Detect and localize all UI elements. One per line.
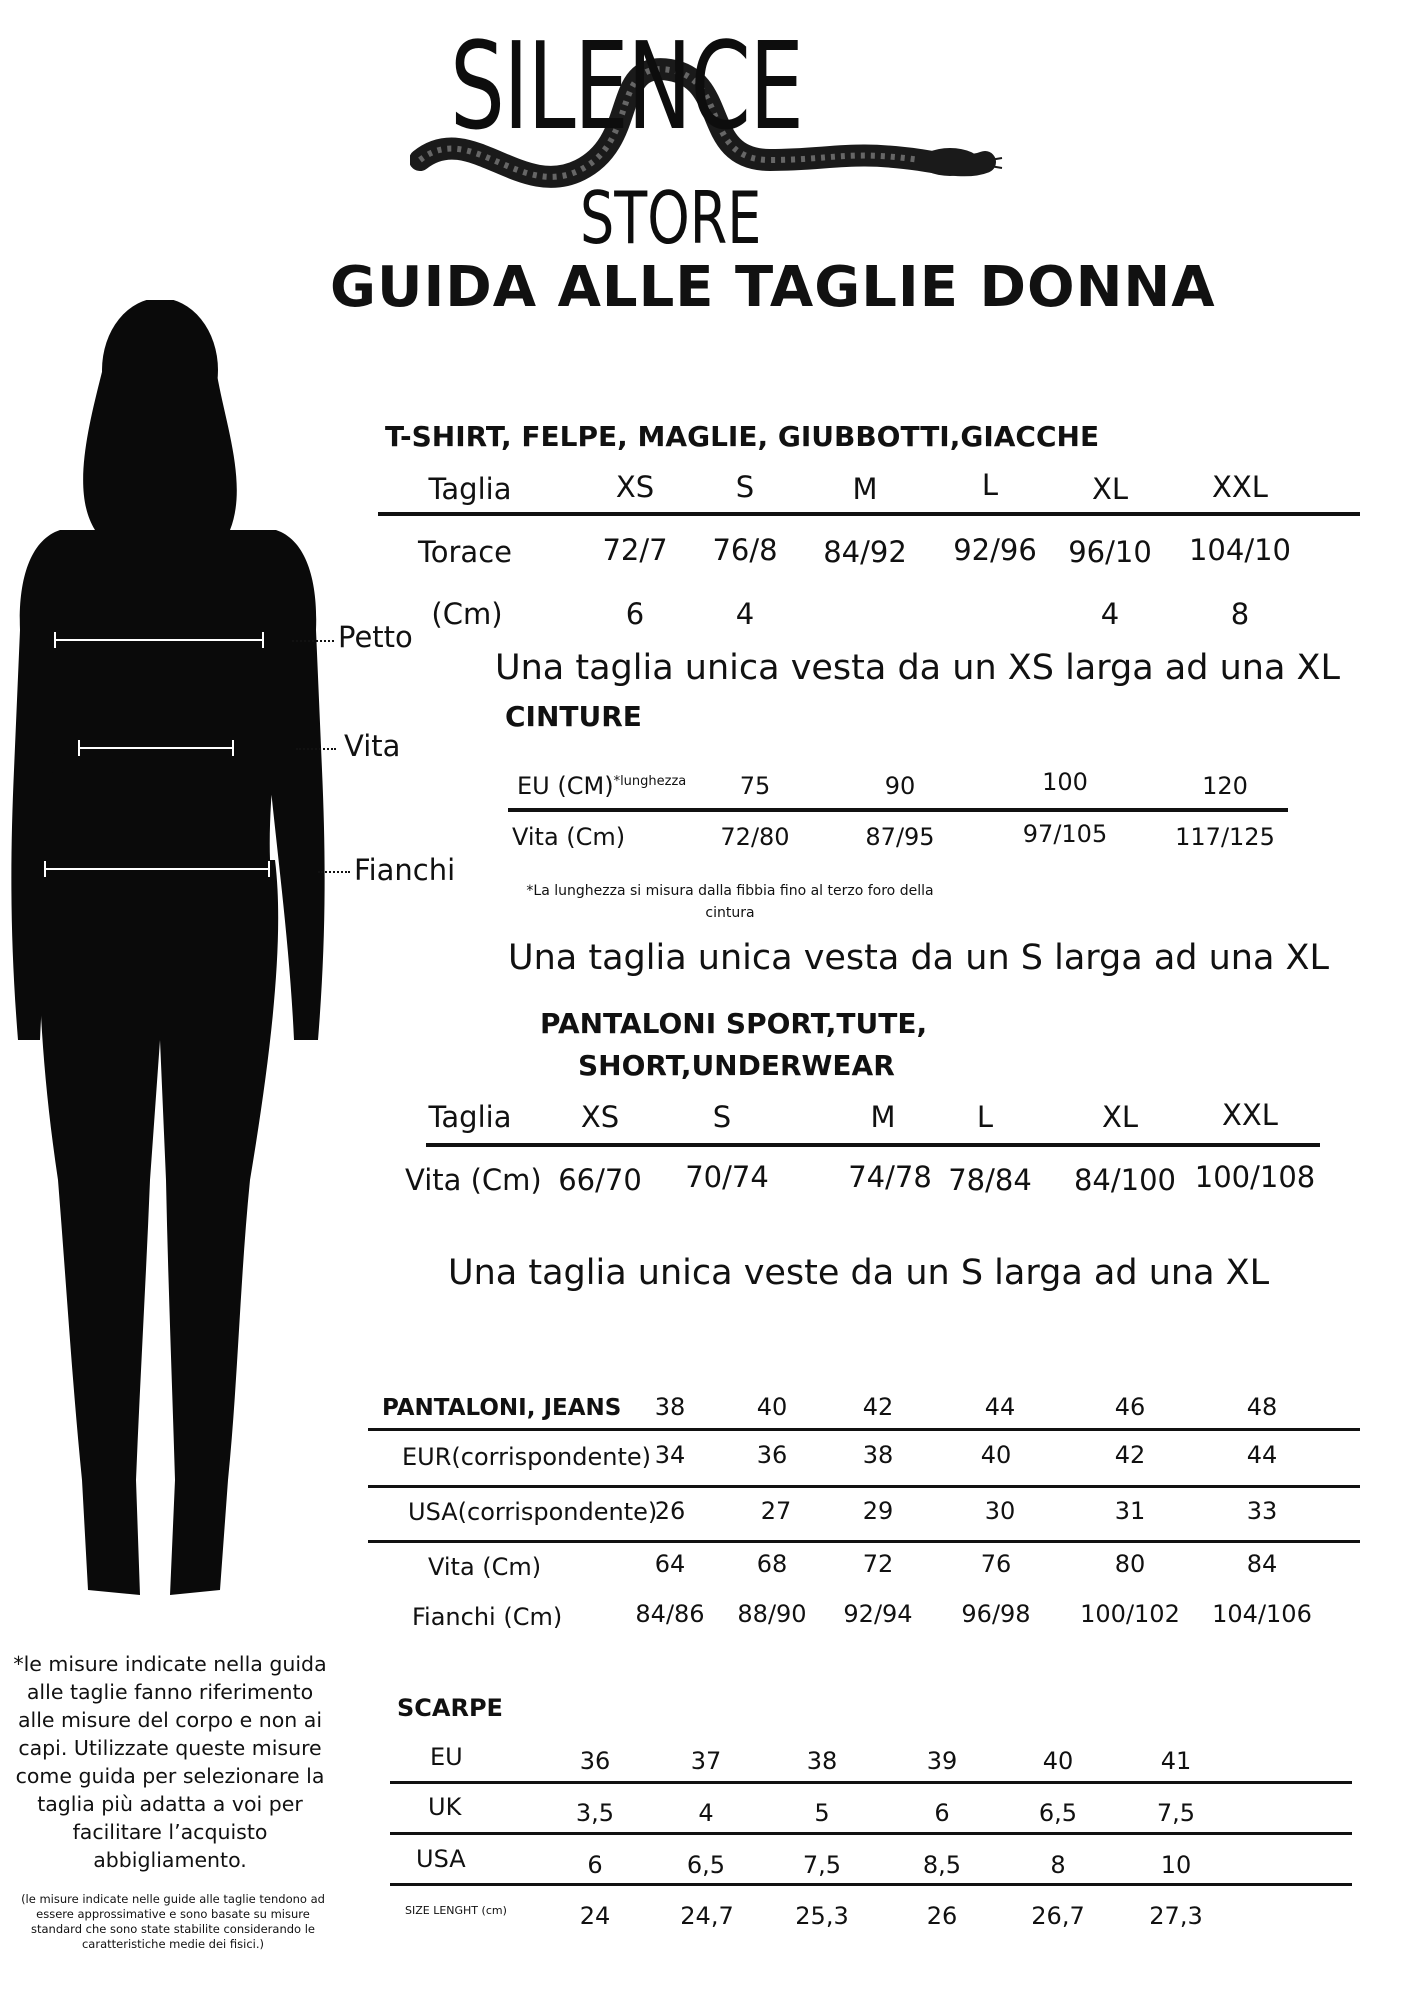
belts-header-label-text: EU (CM) bbox=[517, 772, 614, 800]
shoes-cell: 3,5 bbox=[575, 1799, 615, 1827]
belts-cell: 87/95 bbox=[865, 823, 935, 851]
belts-footnote-line2: cintura bbox=[705, 905, 755, 921]
sport-note: Una taglia unica veste da un S larga ad una XL bbox=[448, 1253, 1270, 1293]
jeans-cell: 96/98 bbox=[961, 1600, 1031, 1628]
shoes-cell: 7,5 bbox=[802, 1851, 842, 1879]
jeans-cell: 42 bbox=[1114, 1441, 1146, 1469]
belts-row-label: Vita (Cm) bbox=[512, 823, 626, 851]
petto-pointer bbox=[292, 640, 334, 642]
sport-row-label: Vita (Cm) bbox=[405, 1163, 542, 1197]
disclaimer-small: (le misure indicate nelle guide alle taglie tendono ad essere approssimative e sono basate su misure standard che sono state stabilite considerando le caratteristiche medie dei fisici.) bbox=[21, 1892, 325, 1951]
belts-cell: 117/125 bbox=[1175, 823, 1275, 851]
shoes-cell: 41 bbox=[1160, 1747, 1192, 1775]
sport-header-cell: Taglia bbox=[428, 1100, 512, 1134]
sport-cell: 84/100 bbox=[1073, 1163, 1177, 1197]
tshirt-row-label: (Cm) bbox=[431, 597, 503, 631]
sport-cell: 70/74 bbox=[685, 1160, 769, 1194]
label-fianchi: Fianchi bbox=[354, 853, 456, 887]
jeans-divider bbox=[368, 1540, 1360, 1543]
shoes-cell: 6 bbox=[934, 1799, 950, 1827]
belts-header-cell: 90 bbox=[884, 772, 916, 800]
sport-divider bbox=[426, 1143, 1320, 1147]
sport-header-cell: S bbox=[712, 1100, 732, 1134]
shoes-cell: 37 bbox=[690, 1747, 722, 1775]
shoes-cell: 36 bbox=[579, 1747, 611, 1775]
jeans-cell: 44 bbox=[1246, 1441, 1278, 1469]
shoes-cell: 24,7 bbox=[680, 1902, 734, 1930]
jeans-cell: 76 bbox=[980, 1550, 1012, 1578]
shoes-row-label: EU bbox=[430, 1743, 463, 1771]
tshirt-cell: 96/10 bbox=[1068, 535, 1152, 569]
brand-logo bbox=[450, 18, 1010, 260]
sport-header-cell: XXL bbox=[1222, 1098, 1278, 1132]
jeans-cell: 100/102 bbox=[1080, 1600, 1180, 1628]
tshirt-row-label: Torace bbox=[417, 535, 512, 569]
jeans-cell: 29 bbox=[862, 1497, 894, 1525]
belts-note: Una taglia unica vesta da un S larga ad una XL bbox=[508, 938, 1330, 978]
jeans-title: PANTALONI, JEANS bbox=[382, 1395, 622, 1421]
tshirt-header-cell: L bbox=[981, 468, 999, 502]
jeans-cell: 80 bbox=[1114, 1550, 1146, 1578]
sport-header-cell: XL bbox=[1101, 1100, 1139, 1134]
shoes-cell: 7,5 bbox=[1156, 1799, 1196, 1827]
tshirt-cell: 6 bbox=[625, 597, 645, 631]
tshirt-cell: 84/92 bbox=[823, 535, 907, 569]
sport-cell: 78/84 bbox=[948, 1163, 1032, 1197]
brand-sub: STORE bbox=[580, 176, 762, 260]
jeans-header-cell: 44 bbox=[984, 1393, 1016, 1421]
jeans-cell: 64 bbox=[654, 1550, 686, 1578]
jeans-row-label: Fianchi (Cm) bbox=[412, 1603, 563, 1631]
jeans-cell: 26 bbox=[654, 1497, 686, 1525]
jeans-divider bbox=[368, 1428, 1360, 1431]
jeans-header-cell: 46 bbox=[1114, 1393, 1146, 1421]
shoes-cell: 38 bbox=[806, 1747, 838, 1775]
jeans-cell: 27 bbox=[760, 1497, 792, 1525]
sport-title-line2: SHORT,UNDERWEAR bbox=[578, 1049, 895, 1082]
shoes-cell: 6,5 bbox=[1038, 1799, 1078, 1827]
shoes-row-label: USA bbox=[416, 1845, 466, 1873]
shoes-cell: 4 bbox=[698, 1799, 714, 1827]
jeans-cell: 88/90 bbox=[737, 1600, 807, 1628]
jeans-cell: 40 bbox=[980, 1441, 1012, 1469]
fianchi-tick-left bbox=[44, 861, 46, 877]
tshirt-header-cell: Taglia bbox=[428, 472, 512, 506]
tshirt-header-cell: XL bbox=[1091, 472, 1129, 506]
belts-footnote-line1: *La lunghezza si misura dalla fibbia fino al terzo foro della bbox=[526, 883, 934, 899]
shoes-cell: 26 bbox=[926, 1902, 958, 1930]
vita-tick-right bbox=[232, 740, 234, 756]
jeans-row-label: Vita (Cm) bbox=[428, 1553, 542, 1581]
brand-name: SILENCE bbox=[450, 18, 803, 157]
jeans-cell: 33 bbox=[1246, 1497, 1278, 1525]
disclaimer: *le misure indicate nella guida alle taglie fanno riferimento alle misure del corpo e non ai capi. Utilizzate queste misure come guida per selezionare la taglia più adatta a voi per facilitare l’acquisto abbigliamento. bbox=[13, 1652, 327, 1872]
shoes-cell: 10 bbox=[1160, 1851, 1192, 1879]
tshirt-cell: 76/8 bbox=[712, 533, 778, 567]
tshirt-cell: 4 bbox=[735, 597, 755, 631]
jeans-cell: 31 bbox=[1114, 1497, 1146, 1525]
woman-silhouette-icon bbox=[0, 300, 360, 1620]
shoes-divider bbox=[390, 1781, 1352, 1784]
belts-header-sup: *lunghezza bbox=[613, 774, 687, 789]
jeans-row-label: USA(corrispondente) bbox=[408, 1498, 658, 1526]
jeans-cell: 92/94 bbox=[843, 1600, 913, 1628]
shoes-cell: 25,3 bbox=[795, 1902, 849, 1930]
shoes-cell: 26,7 bbox=[1031, 1902, 1085, 1930]
jeans-cell: 38 bbox=[862, 1441, 894, 1469]
sport-header-cell: XS bbox=[580, 1100, 620, 1134]
jeans-cell: 34 bbox=[654, 1441, 686, 1469]
belts-header-cell: 100 bbox=[1042, 768, 1088, 796]
tshirt-header-cell: XXL bbox=[1212, 470, 1268, 504]
belts-header-cell: 120 bbox=[1202, 772, 1248, 800]
sport-header-cell: M bbox=[870, 1100, 896, 1134]
jeans-header-cell: 38 bbox=[654, 1393, 686, 1421]
jeans-row-label: EUR(corrispondente) bbox=[402, 1443, 652, 1471]
vita-tick-left bbox=[78, 740, 80, 756]
tshirt-header-cell: XS bbox=[615, 470, 655, 504]
jeans-cell: 72 bbox=[862, 1550, 894, 1578]
petto-tick-right bbox=[262, 632, 264, 648]
jeans-cell: 84 bbox=[1246, 1550, 1278, 1578]
shoes-cell: 6 bbox=[587, 1851, 603, 1879]
shoes-divider bbox=[390, 1832, 1352, 1835]
shoes-divider bbox=[390, 1883, 1352, 1886]
belts-divider bbox=[508, 808, 1288, 812]
shoes-row-label: UK bbox=[428, 1793, 462, 1821]
belts-cell: 97/105 bbox=[1022, 820, 1108, 848]
shoes-cell: 6,5 bbox=[686, 1851, 726, 1879]
shoes-cell: 40 bbox=[1042, 1747, 1074, 1775]
shoes-row-label: SIZE LENGHT (cm) bbox=[405, 1904, 507, 1917]
petto-measure-line bbox=[54, 639, 264, 641]
tshirt-cell: 72/7 bbox=[602, 533, 668, 567]
tshirt-divider bbox=[378, 512, 1360, 516]
sport-title-line1: PANTALONI SPORT,TUTE, bbox=[540, 1007, 928, 1040]
tshirt-header-cell: M bbox=[852, 472, 878, 506]
tshirt-note: Una taglia unica vesta da un XS larga ad una XL bbox=[495, 648, 1341, 688]
jeans-header-cell: 40 bbox=[756, 1393, 788, 1421]
jeans-cell: 84/86 bbox=[635, 1600, 705, 1628]
shoes-cell: 5 bbox=[814, 1799, 830, 1827]
vita-pointer bbox=[296, 748, 336, 750]
shoes-title: SCARPE bbox=[397, 1694, 503, 1722]
jeans-header-cell: 48 bbox=[1246, 1393, 1278, 1421]
tshirt-cell: 8 bbox=[1230, 597, 1250, 631]
tshirt-header-cell: S bbox=[735, 470, 755, 504]
tshirt-cell: 104/10 bbox=[1188, 533, 1292, 567]
tshirt-cell: 4 bbox=[1100, 597, 1120, 631]
shoes-cell: 27,3 bbox=[1149, 1902, 1203, 1930]
belts-header-cell: 75 bbox=[739, 772, 771, 800]
fianchi-pointer bbox=[318, 871, 350, 873]
shoes-cell: 8 bbox=[1050, 1851, 1066, 1879]
label-petto: Petto bbox=[338, 620, 413, 654]
jeans-cell: 36 bbox=[756, 1441, 788, 1469]
tshirt-title: T-SHIRT, FELPE, MAGLIE, GIUBBOTTI,GIACCHE bbox=[385, 420, 1100, 453]
label-vita: Vita bbox=[344, 729, 401, 763]
belts-header-label bbox=[517, 772, 686, 800]
belts-title: CINTURE bbox=[505, 700, 642, 733]
sport-cell: 66/70 bbox=[558, 1163, 642, 1197]
jeans-cell: 104/106 bbox=[1212, 1600, 1312, 1628]
vita-measure-line bbox=[78, 747, 234, 749]
jeans-cell: 68 bbox=[756, 1550, 788, 1578]
jeans-cell: 30 bbox=[984, 1497, 1016, 1525]
shoes-cell: 24 bbox=[579, 1902, 611, 1930]
fianchi-tick-right bbox=[268, 861, 270, 877]
petto-tick-left bbox=[54, 632, 56, 648]
tshirt-cell: 92/96 bbox=[953, 533, 1037, 567]
sport-header-cell: L bbox=[976, 1100, 994, 1134]
jeans-divider bbox=[368, 1485, 1360, 1488]
fianchi-measure-line bbox=[44, 868, 270, 870]
belts-cell: 72/80 bbox=[720, 823, 790, 851]
sport-cell: 100/108 bbox=[1194, 1160, 1316, 1194]
shoes-cell: 8,5 bbox=[922, 1851, 962, 1879]
page-title: GUIDA ALLE TAGLIE DONNA bbox=[330, 255, 1216, 320]
sport-cell: 74/78 bbox=[848, 1160, 932, 1194]
jeans-header-cell: 42 bbox=[862, 1393, 894, 1421]
shoes-cell: 39 bbox=[926, 1747, 958, 1775]
